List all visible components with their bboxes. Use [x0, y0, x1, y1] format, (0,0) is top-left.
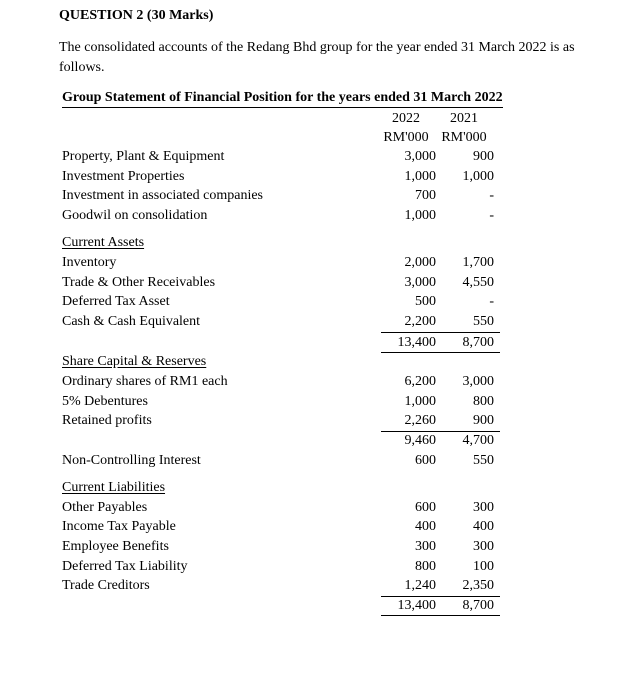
value-2021: 3,000 [462, 374, 494, 389]
total-2021: 8,700 [462, 598, 494, 613]
row-label-nci: Non-Controlling Interest [62, 453, 201, 468]
row-label: Inventory [62, 255, 117, 270]
value-2022: 2,000 [404, 255, 436, 270]
value-2021: 300 [473, 539, 494, 554]
value-2022: 1,000 [404, 394, 436, 409]
total-rule [381, 332, 500, 333]
value-2021: - [489, 294, 494, 309]
total-rule [381, 615, 500, 616]
value-2021: 100 [473, 559, 494, 574]
section-heading-equity: Share Capital & Reserves [62, 354, 207, 369]
year-header-2022: 2022 [392, 111, 420, 126]
total-2022: 13,400 [397, 598, 436, 613]
question-intro: The consolidated accounts of the Redang Bhd group for the year ended 31 March 2022 is as follows. [59, 40, 575, 75]
value-2022: 800 [415, 559, 436, 574]
row-label: Ordinary shares of RM1 each [62, 374, 228, 389]
section-heading-current-liabilities: Current Liabilities [62, 480, 166, 495]
row-label: Investment in associated companies [62, 188, 263, 203]
value-2021: 400 [473, 519, 494, 534]
value-2022: 1,000 [404, 208, 436, 223]
value-2022: 1,000 [404, 169, 436, 184]
row-label: Deferred Tax Asset [62, 294, 170, 309]
value-2022: 3,000 [404, 149, 436, 164]
value-2021: 2,350 [462, 578, 494, 593]
unit-header-2021: RM'000 [441, 130, 487, 145]
subtotal-2021: 4,700 [462, 433, 494, 448]
value-2022: 2,200 [404, 314, 436, 329]
value-2022: 2,260 [404, 413, 436, 428]
year-header-2021: 2021 [450, 111, 478, 126]
row-label: Property, Plant & Equipment [62, 149, 225, 164]
value-2022: 300 [415, 539, 436, 554]
row-label: Investment Properties [62, 169, 185, 184]
row-label: Employee Benefits [62, 539, 169, 554]
row-label: 5% Debentures [62, 394, 148, 409]
section-heading-current-assets: Current Assets [62, 235, 145, 250]
value-2021: 900 [473, 149, 494, 164]
value-2022: 3,000 [404, 275, 436, 290]
value-2021: 1,700 [462, 255, 494, 270]
row-label: Retained profits [62, 413, 152, 428]
value-2022: 500 [415, 294, 436, 309]
question-title: QUESTION 2 (30 Marks) [59, 8, 214, 23]
value-2022: 400 [415, 519, 436, 534]
value-2022: 700 [415, 188, 436, 203]
row-label: Cash & Cash Equivalent [62, 314, 201, 329]
row-label: Income Tax Payable [62, 519, 176, 534]
value-2021: 550 [473, 453, 494, 468]
value-2021: 300 [473, 500, 494, 515]
value-2021: 550 [473, 314, 494, 329]
value-2022: 1,240 [404, 578, 436, 593]
value-2021: 4,550 [462, 275, 494, 290]
row-label: Trade Creditors [62, 578, 150, 593]
value-2021: - [489, 188, 494, 203]
unit-header-2022: RM'000 [383, 130, 429, 145]
value-2021: - [489, 208, 494, 223]
value-2021: 1,000 [462, 169, 494, 184]
row-label: Goodwil on consolidation [62, 208, 208, 223]
row-label: Trade & Other Receivables [62, 275, 216, 290]
value-2022: 6,200 [404, 374, 436, 389]
total-rule [381, 352, 500, 353]
value-2021: 800 [473, 394, 494, 409]
value-2022: 600 [415, 453, 436, 468]
statement-title: Group Statement of Financial Position for the years ended 31 March 2022 [62, 90, 503, 108]
row-label: Other Payables [62, 500, 148, 515]
value-2021: 900 [473, 413, 494, 428]
value-2022: 600 [415, 500, 436, 515]
row-label: Deferred Tax Liability [62, 559, 188, 574]
total-2021: 8,700 [462, 335, 494, 350]
total-2022: 13,400 [397, 335, 436, 350]
subtotal-2022: 9,460 [404, 433, 436, 448]
